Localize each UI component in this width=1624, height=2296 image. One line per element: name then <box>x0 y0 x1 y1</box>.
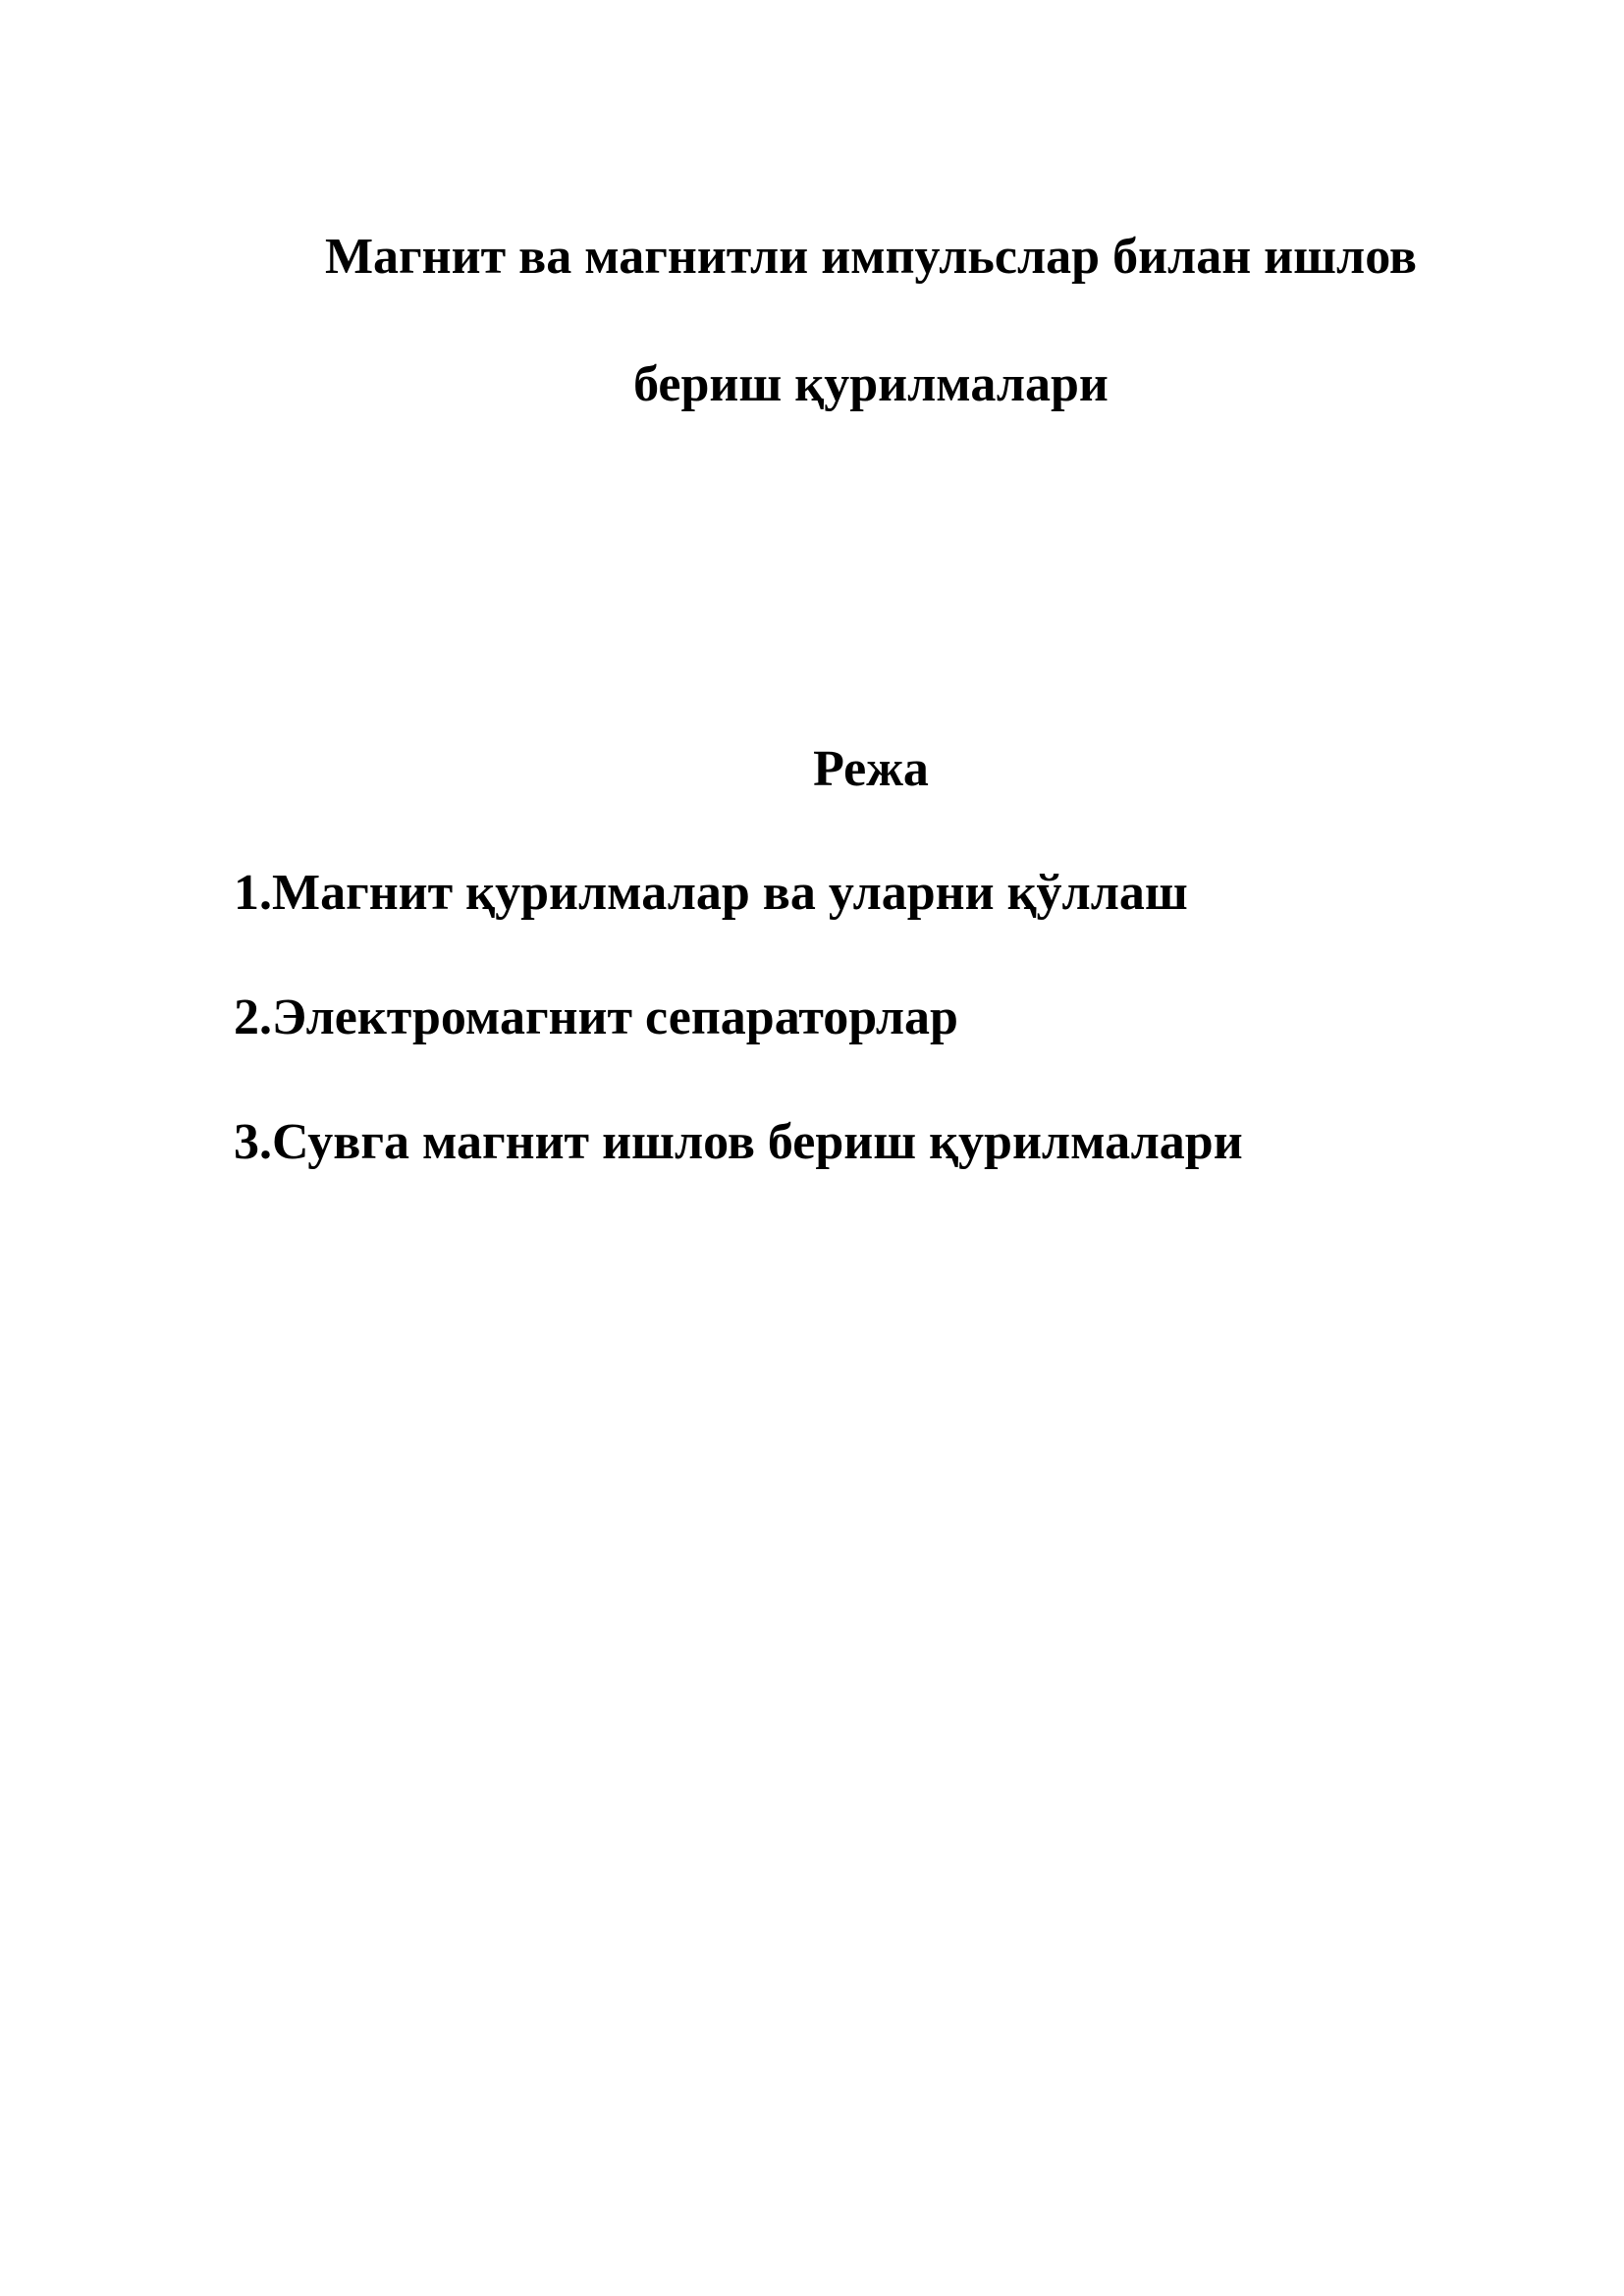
plan-item-1: 1.Магнит қурилмалар ва уларни қўллаш <box>234 865 1188 921</box>
plan-item-3: 3.Сувга магнит ишлов бериш қурилмалари <box>234 1114 1243 1170</box>
plan-heading: Режа <box>813 741 929 797</box>
plan-item-2: 2.Электромагнит сепараторлар <box>234 989 958 1045</box>
plan-list <box>234 864 1243 1238</box>
document-title-line-1: Магнит ва магнитли импульслар билан ишлов <box>324 229 1418 285</box>
document-title-line-2: бериш қурилмалари <box>633 356 1109 412</box>
